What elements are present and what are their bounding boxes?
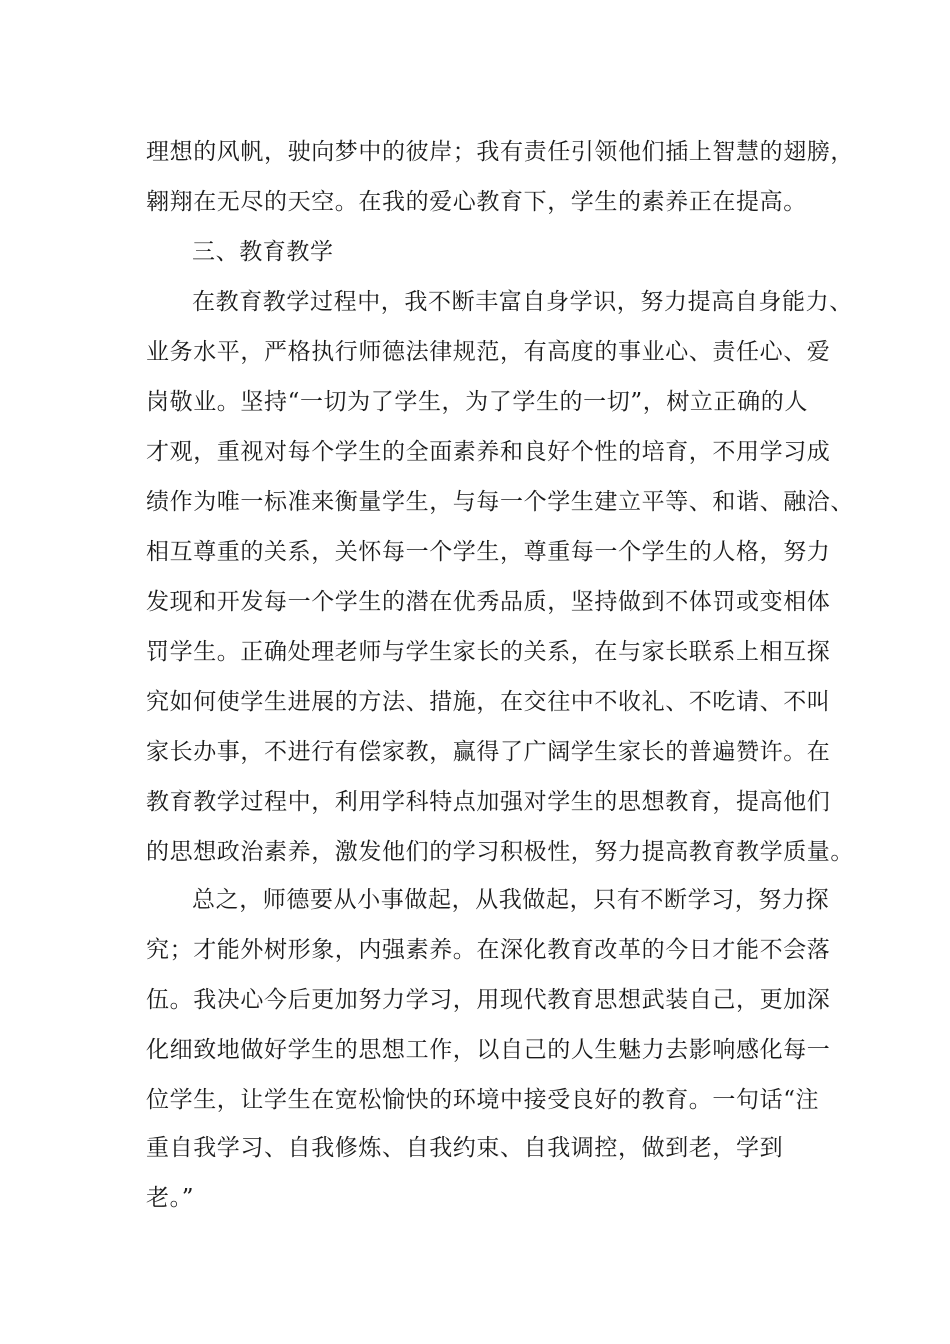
paragraph-line: 教育教学过程中，利用学科特点加强对学生的思想教育，提高他们: [146, 789, 831, 815]
paragraph-line: 家长办事，不进行有偿家教，赢得了广阔学生家长的普遍赞许。在: [146, 739, 831, 765]
section-heading: 三、教育教学: [192, 239, 334, 265]
paragraph-line: 绩作为唯一标准来衡量学生，与每一个学生建立平等、和谐、融洽、: [146, 489, 854, 515]
paragraph-line: 究；才能外树形象，内强素养。在深化教育改革的今日才能不会落: [146, 937, 831, 963]
paragraph-line: 岗敬业。坚持“一切为了学生，为了学生的一切”，树立正确的人: [146, 389, 808, 415]
paragraph-line: 业务水平，严格执行师德法律规范，有高度的事业心、责任心、爱: [146, 339, 831, 365]
paragraph-line: 在教育教学过程中，我不断丰富自身学识，努力提高自身能力、: [192, 289, 853, 315]
paragraph-line: 相互尊重的关系，关怀每一个学生，尊重每一个学生的人格，努力: [146, 539, 831, 565]
paragraph-line: 罚学生。正确处理老师与学生家长的关系，在与家长联系上相互探: [146, 639, 831, 665]
paragraph-line: 究如何使学生进展的方法、措施，在交往中不收礼、不吃请、不叫: [146, 689, 831, 715]
paragraph-line: 伍。我决心今后更加努力学习，用现代教育思想武装自己，更加深: [146, 987, 831, 1013]
paragraph-line: 总之，师德要从小事做起，从我做起，只有不断学习，努力探: [192, 887, 830, 913]
paragraph-line: 老。”: [146, 1185, 195, 1211]
paragraph-line: 的思想政治素养，激发他们的学习积极性，努力提高教育教学质量。: [146, 839, 854, 865]
paragraph-line: 化细致地做好学生的思想工作，以自己的人生魅力去影响感化每一: [146, 1037, 831, 1063]
paragraph-line: 才观，重视对每个学生的全面素养和良好个性的培育，不用学习成: [146, 439, 831, 465]
paragraph-line: 位学生，让学生在宽松愉快的环境中接受良好的教育。一句话“注: [146, 1087, 820, 1113]
paragraph-line: 发现和开发每一个学生的潜在优秀品质，坚持做到不体罚或变相体: [146, 589, 831, 615]
paragraph-line: 理想的风帆，驶向梦中的彼岸；我有责任引领他们插上智慧的翅膀，: [146, 139, 854, 165]
paragraph-line: 重自我学习、自我修炼、自我约束、自我调控，做到老，学到: [146, 1135, 784, 1161]
paragraph-line: 翱翔在无尽的天空。在我的爱心教育下，学生的素养正在提高。: [146, 189, 807, 215]
